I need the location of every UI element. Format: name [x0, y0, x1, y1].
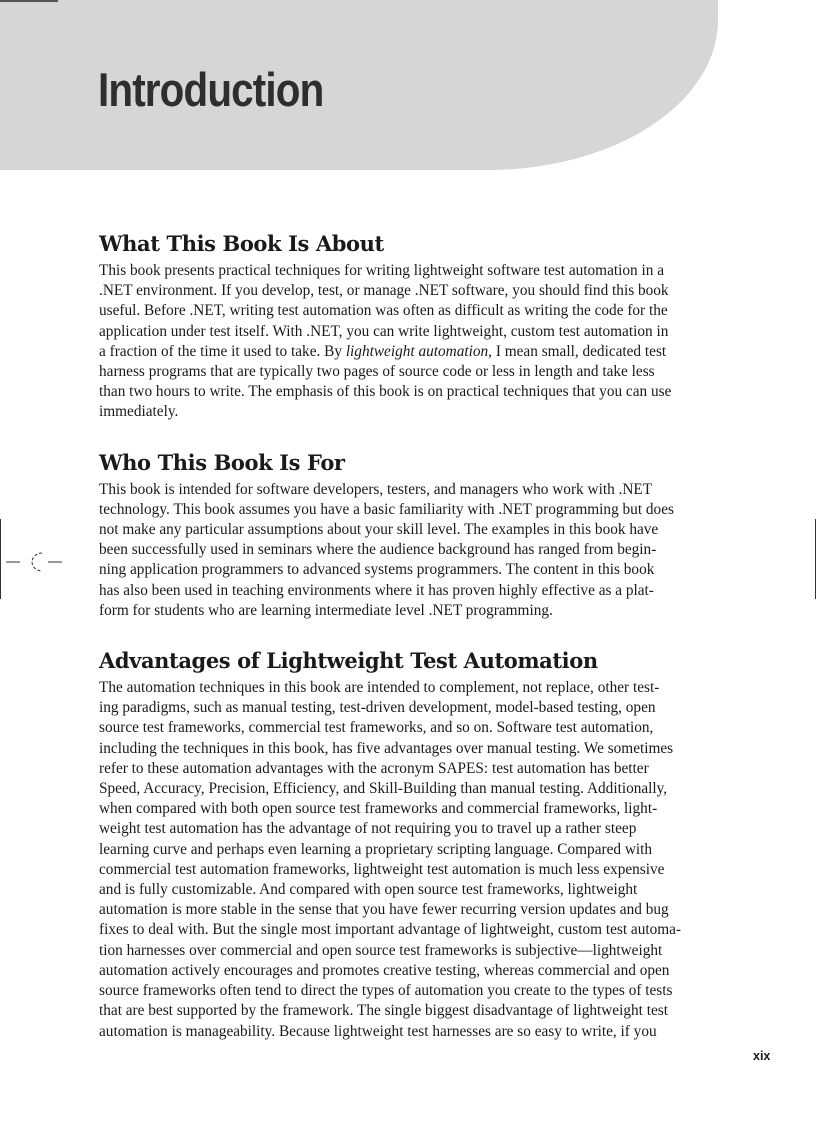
text-line: source test frameworks, commercial test frameworks, and so on. Software test automation,	[99, 719, 654, 737]
page-number: xix	[753, 1049, 771, 1063]
section-heading: What This Book Is About	[99, 231, 384, 256]
chapter-title: Introduction	[98, 63, 324, 116]
text-line: harness programs that are typically two pages of source code or less in length and take less	[99, 363, 655, 381]
text-line: weight test automation has the advantage of not requiring you to travel up a rather steep	[99, 820, 637, 838]
registration-mark-icon	[6, 549, 64, 575]
main-content	[99, 228, 719, 1042]
section-advantages	[99, 645, 719, 1042]
text-line: refer to these automation advantages with the acronym SAPES: test automation has better	[99, 759, 649, 777]
text-line: than two hours to write. The emphasis of this book is on practical techniques that you can use	[99, 383, 672, 401]
text-line: ning application programmers to advanced systems programmers. The content in this book	[99, 561, 655, 579]
text-line: Speed, Accuracy, Precision, Efficiency, and Skill-Building than manual testing. Additionally,	[99, 780, 668, 798]
text-line: been successfully used in seminars where the audience background has ranged from begin-	[99, 541, 657, 559]
text-line: application under test itself. With .NET, you can write lightweight, custom test automation in	[99, 322, 669, 340]
text-line: automation is more stable in the sense that you have fewer recurring version updates and bug	[99, 901, 669, 919]
text-line: useful. Before .NET, writing test automation was often as difficult as writing the code for the	[99, 302, 668, 320]
text-line: including the techniques in this book, has five advantages over manual testing. We sometimes	[99, 739, 674, 757]
text-line: .NET environment. If you develop, test, or manage .NET software, you should find this book	[99, 282, 669, 300]
text-line: technology. This book assumes you have a basic familiarity with .NET programming but does	[99, 500, 674, 518]
text-line: commercial test automation frameworks, lightweight test automation is much less expensive	[99, 860, 665, 878]
section-what-this-book-is-about	[99, 228, 719, 423]
text-line: automation is manageability. Because lightweight test harnesses are so easy to write, if you	[99, 1022, 657, 1040]
text-line: ing paradigms, such as manual testing, test-driven development, model-based testing, open	[99, 699, 656, 717]
section-who-this-book-is-for	[99, 447, 719, 621]
top-rule	[0, 0, 58, 2]
text-line: fixes to deal with. But the single most important advantage of lightweight, custom test automa-	[99, 921, 682, 939]
text-line: and is fully customizable. And compared with open source test frameworks, lightweight	[99, 881, 638, 899]
text-line-end: , I mean small, dedicated test	[488, 342, 667, 360]
section-heading: Who This Book Is For	[99, 449, 345, 475]
text-line-start: a fraction of the time it used to take. By	[99, 342, 346, 360]
text-line: learning curve and perhaps even learning a proprietary scripting language. Compared with	[99, 840, 653, 858]
margin-rule-left	[0, 519, 1, 599]
text-line: This book is intended for software developers, testers, and managers who work with .NET	[99, 480, 653, 498]
section-paragraph	[99, 678, 719, 1042]
text-line: not make any particular assumptions about your skill level. The examples in this book have	[99, 521, 659, 539]
text-line-with-emphasis	[99, 342, 719, 362]
text-line: The automation techniques in this book are intended to complement, not replace, other test-	[99, 679, 660, 697]
section-heading: Advantages of Lightweight Test Automation	[99, 648, 598, 674]
text-line: tion harnesses over commercial and open source test frameworks is subjective—lightweight	[99, 941, 663, 959]
text-line: form for students who are learning intermediate level .NET programming.	[99, 601, 553, 619]
section-paragraph	[99, 480, 719, 621]
text-line: immediately.	[99, 403, 179, 421]
text-line: automation actively encourages and promotes creative testing, whereas commercial and open	[99, 961, 670, 979]
emphasis-term: lightweight automation	[345, 342, 489, 360]
section-paragraph	[99, 261, 719, 423]
text-line: source frameworks often tend to direct the types of automation you create to the types of tests	[99, 982, 673, 1000]
section-spacer	[99, 621, 719, 645]
text-line: This book presents practical techniques for writing lightweight software test automation in a	[99, 262, 664, 279]
text-line: that are best supported by the framework. The single biggest disadvantage of lightweight test	[99, 1002, 668, 1020]
text-line: has also been used in teaching environments where it has proven highly effective as a plat-	[99, 581, 654, 599]
text-line: when compared with both open source test frameworks and commercial frameworks, light-	[99, 800, 658, 818]
section-spacer	[99, 423, 719, 447]
